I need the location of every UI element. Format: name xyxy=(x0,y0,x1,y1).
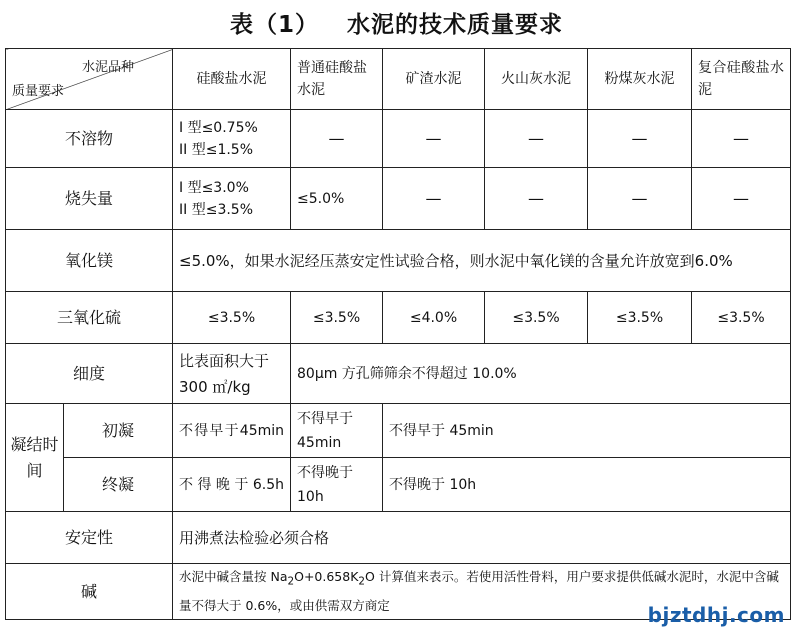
fineness-others: 80μm 方孔筛筛余不得超过 10.0% xyxy=(291,344,791,404)
loss-type2: II 型≤3.5% xyxy=(179,201,254,218)
row-label-initial-setting: 初凝 xyxy=(64,404,173,458)
row-mgo xyxy=(6,230,791,292)
col-header-flyash: 粉煤灰水泥 xyxy=(588,49,692,110)
initial-ordinary: 不得早于45min xyxy=(291,404,383,458)
insoluble-slag: — xyxy=(383,110,485,168)
fineness-portland: 比表面积大于 300 ㎡/kg xyxy=(173,344,291,404)
col-header-composite: 复合硅酸盐水泥 xyxy=(692,49,791,110)
insoluble-flyash: — xyxy=(588,110,692,168)
loss-flyash: — xyxy=(588,168,692,230)
diagonal-header-cell xyxy=(6,49,173,110)
table-title: 水泥的技术质量要求 xyxy=(347,12,563,38)
row-label-setting-time: 凝结时间 xyxy=(6,404,64,512)
col-header-ordinary: 普通硅酸盐水泥 xyxy=(291,49,383,110)
loss-slag: — xyxy=(383,168,485,230)
row-fineness xyxy=(6,344,791,404)
row-so3 xyxy=(6,292,791,344)
so3-flyash: ≤3.5% xyxy=(588,292,692,344)
row-label-fineness: 细度 xyxy=(6,344,173,404)
row-loss-on-ignition xyxy=(6,168,791,230)
diag-top-label: 水泥品种 xyxy=(81,60,134,75)
final-portland: 不得晚于6.5h xyxy=(173,458,291,512)
loss-type1: I 型≤3.0% xyxy=(179,179,249,196)
row-label-loss: 烧失量 xyxy=(6,168,173,230)
page-title xyxy=(0,6,793,39)
row-label-final-setting: 终凝 xyxy=(64,458,173,512)
initial-others: 不得早于 45min xyxy=(383,404,791,458)
site-watermark: bjztdhj.com xyxy=(647,603,785,627)
mgo-text: ≤5.0%，如果水泥经压蒸安定性试验合格，则水泥中氧化镁的含量允许放宽到6.0% xyxy=(173,230,791,292)
row-label-insoluble: 不溶物 xyxy=(6,110,173,168)
row-label-soundness: 安定性 xyxy=(6,512,173,564)
row-label-mgo: 氧化镁 xyxy=(6,230,173,292)
final-ordinary: 不得晚于10h xyxy=(291,458,383,512)
insoluble-composite: — xyxy=(692,110,791,168)
table-number: 表（1） xyxy=(229,12,319,38)
so3-portland: ≤3.5% xyxy=(173,292,291,344)
insoluble-portland xyxy=(173,110,291,168)
header-row xyxy=(6,49,791,110)
row-label-alkali: 碱 xyxy=(6,564,173,620)
row-initial-setting xyxy=(6,404,791,458)
row-label-so3: 三氧化硫 xyxy=(6,292,173,344)
so3-ordinary: ≤3.5% xyxy=(291,292,383,344)
initial-portland: 不得早于45min xyxy=(173,404,291,458)
insoluble-ordinary: — xyxy=(291,110,383,168)
insoluble-pozzolana: — xyxy=(485,110,588,168)
row-soundness xyxy=(6,512,791,564)
final-others: 不得晚于 10h xyxy=(383,458,791,512)
alkali-text: 水泥中碱含量按 $Na_2O+0.658K_2O$ 计算值来表示。若使用活性骨料，用户要求提供低碱水泥时，水泥中含碱量不得大于 0.6%，或由供需双方商定 xyxy=(173,564,791,620)
loss-ordinary: ≤5.0% xyxy=(291,168,383,230)
so3-composite: ≤3.5% xyxy=(692,292,791,344)
insoluble-type1: I 型≤0.75% xyxy=(179,119,258,136)
col-header-pozzolana: 火山灰水泥 xyxy=(485,49,588,110)
loss-composite: — xyxy=(692,168,791,230)
row-insoluble xyxy=(6,110,791,168)
so3-pozzolana: ≤3.5% xyxy=(485,292,588,344)
insoluble-type2: II 型≤1.5% xyxy=(179,141,254,158)
diag-bottom-label: 质量要求 xyxy=(12,84,65,99)
col-header-slag: 矿渣水泥 xyxy=(383,49,485,110)
col-header-portland: 硅酸盐水泥 xyxy=(173,49,291,110)
loss-pozzolana: — xyxy=(485,168,588,230)
so3-slag: ≤4.0% xyxy=(383,292,485,344)
cement-requirements-table xyxy=(5,48,791,620)
loss-portland xyxy=(173,168,291,230)
soundness-text: 用沸煮法检验必须合格 xyxy=(173,512,791,564)
row-final-setting xyxy=(6,458,791,512)
